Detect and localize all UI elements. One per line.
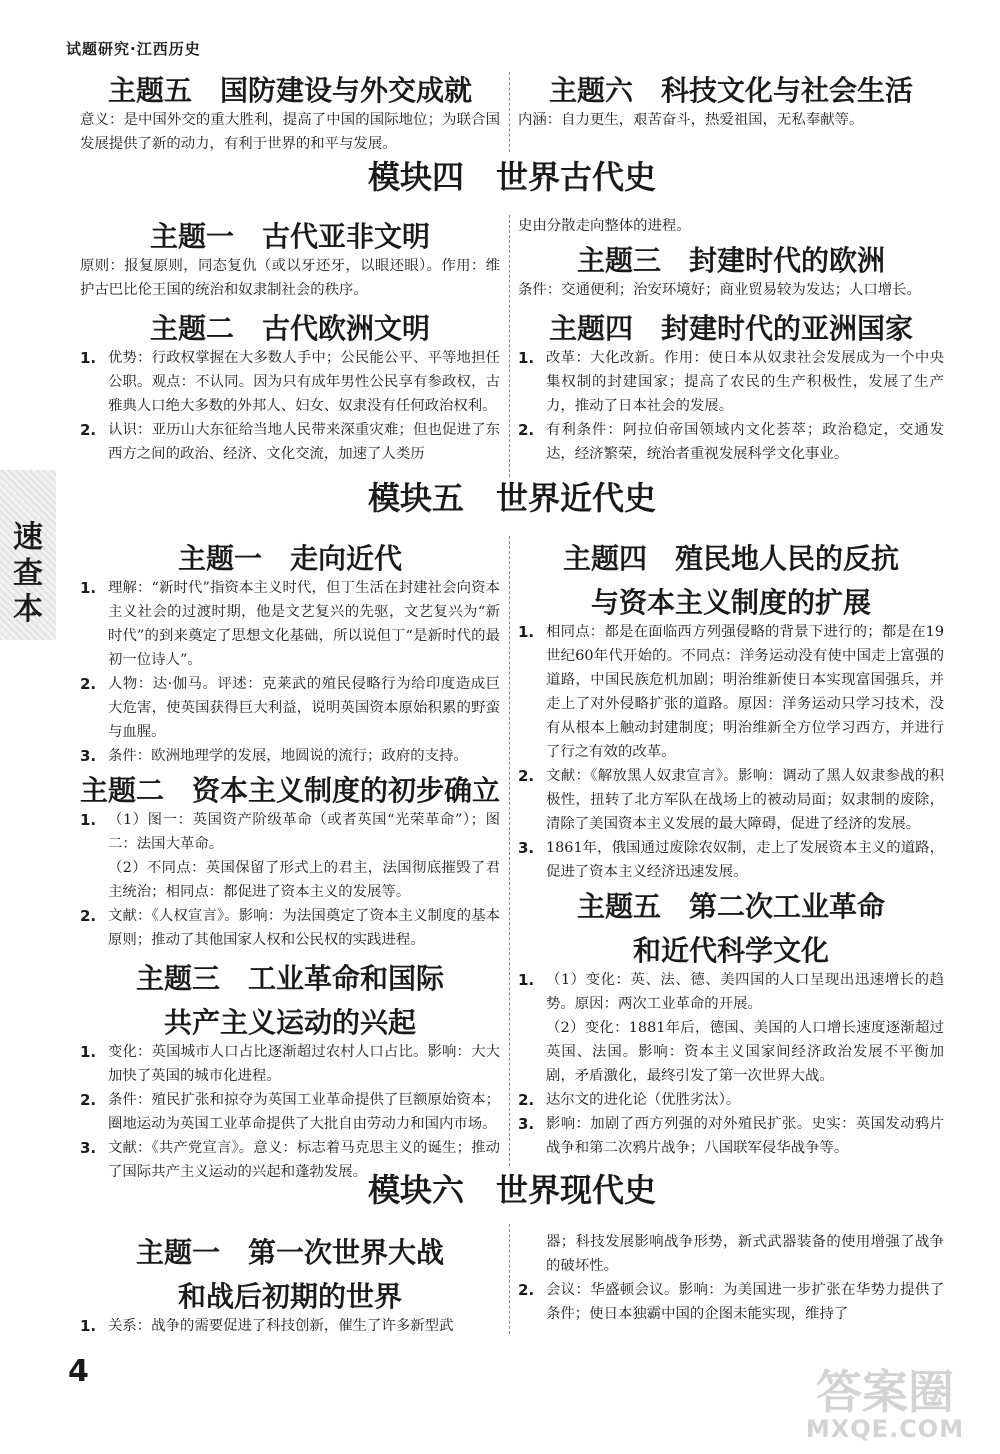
item-number: 2.: [518, 1091, 535, 1109]
item-number: 3.: [518, 839, 535, 857]
item-number: 1.: [80, 579, 97, 597]
item-text: （2）不同点：英国保留了形式上的君主，法国彻底摧毁了君主统治；相同点：都促进了资本主义的发展等。: [108, 860, 500, 900]
column-divider: [509, 1224, 510, 1334]
item-number: 2.: [80, 1091, 97, 1109]
item-text: 会议：华盛顿会议。影响：为美国进一步扩张在华势力提供了条件；使日本独霸中国的企图未能实现，维持了: [546, 1282, 944, 1322]
item-number: 1.: [80, 349, 97, 367]
item-text: 1861年，俄国通过废除农奴制，走上了发展资本主义的道路，促进了资本主义经济迅速发展。: [546, 840, 944, 880]
topic-title: 主题五 第二次工业革命: [576, 890, 885, 923]
topic-title: 主题六 科技文化与社会生活: [548, 74, 913, 107]
list-item: [518, 346, 944, 418]
list-item: [80, 1088, 500, 1136]
item-text: （2）变化：1881年后，德国、美国的人口增长速度逐渐超过英国、法国。影响：资本主义国家间经济政治发展不平衡加剧，矛盾激化，最终引发了第一次世界大战。: [546, 1020, 944, 1084]
list-item: [80, 744, 500, 768]
topic-title: 主题一 古代亚非文明: [149, 220, 430, 253]
topic-title: 主题三 工业革命和国际: [135, 962, 444, 995]
item-text: 文献：《人权宣言》。影响：为法国奠定了资本主义制度的基本原则；推动了其他国家人权和公民权的实践进程。: [108, 908, 500, 948]
topic-title-continued: 与资本主义制度的扩展: [590, 586, 871, 619]
list-item: [80, 1040, 500, 1088]
list-item: [80, 808, 500, 856]
continued-text: 器；科技发展影响战争形势，新式武器装备的使用增强了战争的破坏性。: [546, 1234, 944, 1274]
item-number: 2.: [518, 767, 535, 785]
list-item: [80, 904, 500, 952]
continued-text: 史由分散走向整体的进程。: [518, 218, 691, 234]
item-text: （1）变化：英、法、德、美四国的人口呈现出迅速增长的趋势。原因：两次工业革命的开展。: [546, 972, 944, 1012]
topic-text: 内涵：自力更生，艰苦奋斗，热爱祖国，无私奉献等。: [518, 112, 864, 128]
module5-left: [80, 542, 500, 1184]
topic-title: 主题四 殖民地人民的反抗: [562, 542, 899, 575]
module-heading: 模块四 世界古代史: [367, 158, 656, 196]
list-item: [80, 1314, 500, 1338]
topic-title-continued: 和近代科学文化: [632, 934, 829, 967]
item-text: （1）图一：英国资产阶级革命（或者英国“光荣革命”）；图二：法国大革命。: [108, 812, 500, 852]
item-text: 相同点：都是在面临西方列强侵略的背景下进行的；都是在19世纪60年代开始的。不同点：洋务运动没有使中国走上富强的道路，中国民族危机加剧；明治维新使日本实现富国强兵，并走上了对外侵略扩张的道路。原因：洋务运动只学习技术，没有从根本上触动封建制度；明治维新全方位学习西方，并进行了行之有效的改革。: [546, 624, 944, 760]
watermark: [795, 1365, 975, 1443]
item-text: 改革：大化改新。作用：使日本从奴隶社会发展成为一个中央集权制的封建国家；提高了农民的生产积极性，发展了生产力，推动了日本社会的发展。: [546, 350, 944, 414]
item-text: 理解：“新时代”指资本主义时代，但丁生活在封建社会向资本主义社会的过渡时期，他是文艺复兴的先驱，文艺复兴为“新时代”的到来奠定了思想文化基础，所以说但丁“是新时代的最初一位诗人”。: [108, 580, 500, 668]
item-text: 条件：欧洲地理学的发展，地圆说的流行；政府的支持。: [108, 748, 468, 764]
module6-left: [80, 1236, 500, 1338]
list-item: [518, 836, 944, 884]
topic-title-continued: 共产主义运动的兴起: [163, 1006, 416, 1039]
item-number: 2.: [80, 907, 97, 925]
item-number: 1.: [518, 349, 535, 367]
topic-text: 条件：交通便利；治安环境好；商业贸易较为发达；人口增长。: [518, 282, 921, 298]
item-number: 2.: [518, 1281, 535, 1299]
column-divider: [509, 72, 510, 152]
topic-title: 主题二 古代欧洲文明: [149, 312, 430, 345]
topic-title: 主题五 国防建设与外交成就: [107, 74, 472, 107]
topic-text: 意义：是中国外交的重大胜利，提高了中国的国际地位；为联合国发展提供了新的动力，有利于世界的和平与发展。: [80, 112, 500, 152]
module-heading: 模块五 世界近代史: [367, 479, 656, 517]
module6-right: [518, 1230, 944, 1326]
list-item: [80, 346, 500, 418]
page-number: 4: [68, 1354, 89, 1389]
item-number: 1.: [80, 1317, 97, 1335]
topic-title: 主题三 封建时代的欧洲: [576, 244, 885, 277]
topic-title: 主题四 封建时代的亚洲国家: [548, 312, 913, 345]
list-item: [518, 620, 944, 764]
item-text: 优势：行政权掌握在大多数人手中；公民能公平、平等地担任公职。观点：不认同。因为只有成年男性公民享有参政权，古雅典人口绝大多数的外邦人、妇女、奴隶没有任何政治权利。: [108, 350, 500, 414]
top-right-section: [518, 74, 944, 132]
item-text: 达尔文的进化论（优胜劣汰）。: [546, 1092, 741, 1108]
item-text: 有利条件：阿拉伯帝国领域内文化荟萃；政治稳定，交通发达，经济繁荣，统治者重视发展科学文化事业。: [546, 422, 944, 462]
item-text: 文献：《解放黑人奴隶宣言》。影响：调动了黑人奴隶参战的积极性，扭转了北方军队在战场上的被动局面；奴隶制的废除，清除了美国资本主义发展的最大障碍，促进了经济的发展。: [546, 768, 944, 832]
watermark-brand: 答案圈: [816, 1365, 954, 1419]
module4-right: [518, 214, 944, 466]
item-text: 影响：加剧了西方列强的对外殖民扩张。史实：英国发动鸦片战争和第二次鸦片战争；八国联军侵华战争等。: [546, 1116, 944, 1156]
topic-title-continued: 和战后初期的世界: [177, 1280, 402, 1313]
item-text: 文献：《共产党宣言》。意义：标志着马克思主义的诞生；推动了国际共产主义运动的兴起和蓬勃发展。: [108, 1140, 500, 1180]
list-item: [80, 576, 500, 672]
list-item: [518, 1088, 944, 1112]
list-item: [518, 1016, 944, 1088]
column-divider: [509, 536, 510, 1166]
list-item: [518, 764, 944, 836]
item-number: 2.: [80, 675, 97, 693]
topic-title: 主题一 第一次世界大战: [135, 1236, 444, 1269]
item-text: 变化：英国城市人口占比逐渐超过农村人口占比。影响：大大加快了英国的城市化进程。: [108, 1044, 500, 1084]
item-text: 人物：达·伽马。评述：克莱武的殖民侵略行为给印度造成巨大危害，使英国获得巨大利益，说明英国资本原始积累的野蛮与血腥。: [108, 676, 500, 740]
item-text: 认识：亚历山大东征给当地人民带来深重灾难；但也促进了东西方之间的政治、经济、文化交流，加速了人类历: [108, 422, 500, 462]
item-number: 3.: [518, 1115, 535, 1133]
list-item: [518, 968, 944, 1016]
column-divider: [509, 215, 510, 477]
list-item: [80, 672, 500, 744]
running-head: 试题研究·江西历史: [66, 40, 201, 58]
topic-title: 主题一 走向近代: [177, 542, 402, 575]
watermark-url: MXQE.COM: [805, 1415, 965, 1443]
topic-title: 主题二 资本主义制度的初步确立: [80, 774, 501, 807]
module4-left: [80, 220, 500, 466]
top-left-section: [80, 74, 500, 156]
list-item: [80, 856, 500, 904]
item-number: 2.: [518, 421, 535, 439]
item-text: 条件：殖民扩张和掠夺为英国工业革命提供了巨额原始资本；圈地运动为英国工业革命提供了大批自由劳动力和国内市场。: [108, 1092, 500, 1132]
list-item: [518, 418, 944, 466]
item-number: 2.: [80, 421, 97, 439]
item-number: 1.: [518, 623, 535, 641]
side-label: 速查本: [13, 520, 43, 627]
item-text: 关系：战争的需要促进了科技创新，催生了许多新型武: [108, 1318, 454, 1334]
list-item: [518, 1278, 944, 1326]
list-item: [518, 1112, 944, 1160]
item-number: 1.: [80, 1043, 97, 1061]
item-number: 3.: [80, 747, 97, 765]
module5-right: [518, 542, 944, 1160]
item-number: 3.: [80, 1139, 97, 1157]
list-item: [80, 418, 500, 466]
item-number: 1.: [518, 971, 535, 989]
topic-text: 原则：报复原则，同态复仇（或以牙还牙，以眼还眼）。作用：维护古巴比伦王国的统治和奴隶制社会的秩序。: [80, 258, 500, 298]
module-heading: 模块六 世界现代史: [367, 1171, 656, 1209]
item-number: 1.: [80, 811, 97, 829]
